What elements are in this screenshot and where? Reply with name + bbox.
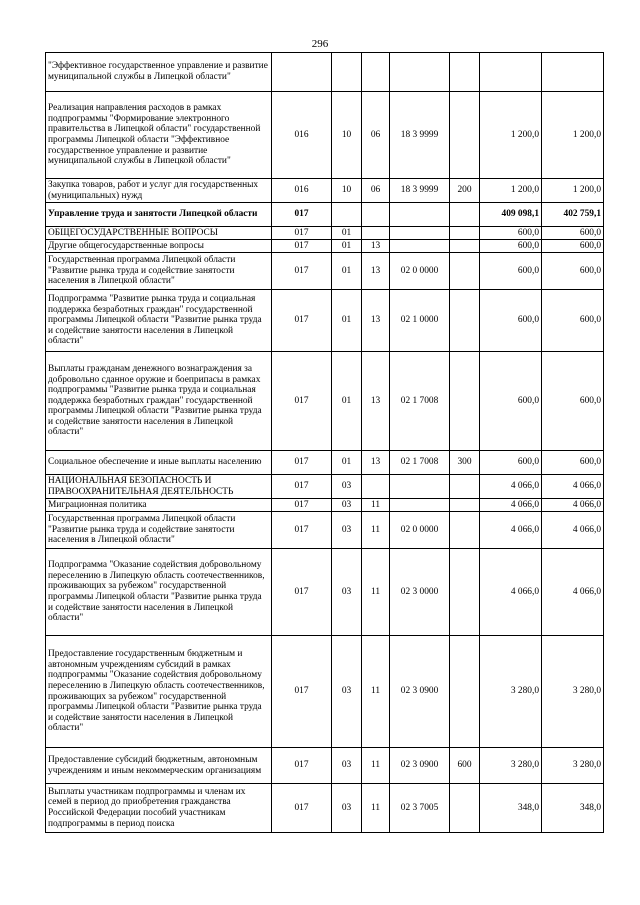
cell-section: 01	[332, 253, 362, 290]
cell-ved-code: 017	[272, 499, 332, 512]
cell-sum-1: 3 280,0	[480, 636, 542, 748]
cell-target-article	[390, 475, 450, 499]
cell-section: 01	[332, 352, 362, 451]
table-row	[46, 92, 604, 179]
cell-sum-2: 4 066,0	[542, 549, 604, 636]
cell-expense-type	[450, 784, 480, 833]
cell-subsection	[362, 203, 390, 227]
cell-subsection: 11	[362, 512, 390, 549]
cell-expense-type: 200	[450, 179, 480, 203]
cell-ved-code: 017	[272, 203, 332, 227]
table-row	[46, 352, 604, 451]
cell-sum-2: 600,0	[542, 253, 604, 290]
cell-section: 01	[332, 227, 362, 240]
cell-name: Выплаты участникам подпрограммы и членам их семей в период до приобретения гражданства Российской Федерации пособий участникам подпрограммы в период поиска	[46, 784, 272, 833]
cell-subsection: 11	[362, 549, 390, 636]
cell-name: Закупка товаров, работ и услуг для государственных (муниципальных) нужд	[46, 179, 272, 203]
cell-sum-1: 348,0	[480, 784, 542, 833]
cell-ved-code: 017	[272, 784, 332, 833]
table-row	[46, 53, 604, 92]
cell-sum-1: 4 066,0	[480, 512, 542, 549]
cell-sum-1: 600,0	[480, 451, 542, 475]
cell-expense-type	[450, 636, 480, 748]
cell-subsection: 13	[362, 240, 390, 253]
table-row	[46, 748, 604, 784]
cell-subsection: 06	[362, 179, 390, 203]
table-row	[46, 549, 604, 636]
cell-name: Другие общегосударственные вопросы	[46, 240, 272, 253]
cell-name: Социальное обеспечение и иные выплаты населению	[46, 451, 272, 475]
cell-sum-2: 600,0	[542, 352, 604, 451]
cell-subsection: 13	[362, 253, 390, 290]
table-row	[46, 499, 604, 512]
cell-sum-2: 600,0	[542, 227, 604, 240]
cell-name: ОБЩЕГОСУДАРСТВЕННЫЕ ВОПРОСЫ	[46, 227, 272, 240]
table-row	[46, 290, 604, 352]
cell-target-article	[390, 203, 450, 227]
table-row	[46, 179, 604, 203]
table-row	[46, 451, 604, 475]
cell-target-article: 02 0 0000	[390, 512, 450, 549]
page-number: 296	[311, 38, 329, 50]
cell-ved-code: 017	[272, 512, 332, 549]
cell-target-article	[390, 53, 450, 92]
cell-expense-type	[450, 352, 480, 451]
cell-section: 10	[332, 179, 362, 203]
cell-sum-2: 3 280,0	[542, 636, 604, 748]
cell-ved-code: 017	[272, 227, 332, 240]
cell-name: Выплаты гражданам денежного вознаграждения за добровольно сданное оружие и боеприпасы в рамках подпрограммы "Развитие рынка труда и социальная поддержка безработных граждан" государственной программы Липецкой области "Развитие рынка труда и содействие занятости населения в Липецкой области"	[46, 352, 272, 451]
cell-name: Предоставление государственным бюджетным и автономным учреждениям субсидий в рамках подпрограммы "Оказание содействия добровольному переселению в Липецкую область соотечественников, проживающих за рубежом" государственной программы Липецкой области "Развитие рынка труда и содействие занятости населения в Липецкой области"	[46, 636, 272, 748]
table-row	[46, 475, 604, 499]
cell-expense-type	[450, 549, 480, 636]
cell-sum-1	[480, 53, 542, 92]
cell-section: 03	[332, 499, 362, 512]
cell-name: Управление труда и занятости Липецкой области	[46, 203, 272, 227]
table-row	[46, 203, 604, 227]
cell-expense-type	[450, 240, 480, 253]
cell-ved-code: 017	[272, 748, 332, 784]
cell-name: Миграционная политика	[46, 499, 272, 512]
cell-subsection: 11	[362, 636, 390, 748]
cell-target-article: 02 0 0000	[390, 253, 450, 290]
cell-target-article: 18 3 9999	[390, 92, 450, 179]
cell-sum-2: 1 200,0	[542, 179, 604, 203]
cell-expense-type	[450, 512, 480, 549]
cell-ved-code: 017	[272, 549, 332, 636]
cell-section: 03	[332, 512, 362, 549]
cell-expense-type: 300	[450, 451, 480, 475]
cell-subsection: 11	[362, 784, 390, 833]
cell-sum-1: 4 066,0	[480, 475, 542, 499]
cell-sum-1: 3 280,0	[480, 748, 542, 784]
cell-expense-type	[450, 203, 480, 227]
cell-section: 10	[332, 92, 362, 179]
cell-subsection: 13	[362, 451, 390, 475]
cell-expense-type: 600	[450, 748, 480, 784]
budget-table	[45, 52, 604, 833]
cell-expense-type	[450, 227, 480, 240]
cell-sum-2: 4 066,0	[542, 475, 604, 499]
cell-section: 03	[332, 784, 362, 833]
cell-expense-type	[450, 253, 480, 290]
cell-sum-1: 600,0	[480, 352, 542, 451]
cell-name: Подпрограмма "Развитие рынка труда и социальная поддержка безработных граждан" государственной программы Липецкой области "Развитие рынка труда и содействие занятости населения в Липецкой области"	[46, 290, 272, 352]
cell-section: 01	[332, 290, 362, 352]
cell-subsection	[362, 475, 390, 499]
cell-sum-1: 600,0	[480, 290, 542, 352]
cell-section: 03	[332, 748, 362, 784]
table-row	[46, 253, 604, 290]
cell-name: Предоставление субсидий бюджетным, автономным учреждениям и иным некоммерческим организациям	[46, 748, 272, 784]
cell-target-article: 02 3 0000	[390, 549, 450, 636]
cell-section: 03	[332, 549, 362, 636]
cell-name: "Эффективное государственное управление и развитие муниципальной службы в Липецкой области"	[46, 53, 272, 92]
cell-ved-code: 017	[272, 352, 332, 451]
cell-expense-type	[450, 499, 480, 512]
cell-subsection	[362, 227, 390, 240]
cell-sum-2: 1 200,0	[542, 92, 604, 179]
cell-name: Государственная программа Липецкой области "Развитие рынка труда и содействие занятости населения в Липецкой области"	[46, 253, 272, 290]
cell-sum-2: 600,0	[542, 290, 604, 352]
cell-target-article: 02 1 7008	[390, 451, 450, 475]
cell-expense-type	[450, 290, 480, 352]
cell-name: Реализация направления расходов в рамках подпрограммы "Формирование электронного правительства в Липецкой области" государственной программы Липецкой области "Эффективное государственное управление и развитие муниципальной службы в Липецкой области"	[46, 92, 272, 179]
cell-target-article	[390, 499, 450, 512]
cell-sum-2: 600,0	[542, 240, 604, 253]
cell-sum-1: 600,0	[480, 227, 542, 240]
table-row	[46, 227, 604, 240]
cell-expense-type	[450, 53, 480, 92]
table-body	[46, 53, 604, 833]
cell-name: Государственная программа Липецкой области "Развитие рынка труда и содействие занятости населения в Липецкой области"	[46, 512, 272, 549]
cell-ved-code: 017	[272, 253, 332, 290]
cell-name: НАЦИОНАЛЬНАЯ БЕЗОПАСНОСТЬ И ПРАВООХРАНИТЕЛЬНАЯ ДЕЯТЕЛЬНОСТЬ	[46, 475, 272, 499]
cell-expense-type	[450, 475, 480, 499]
cell-subsection: 06	[362, 92, 390, 179]
cell-target-article: 02 1 0000	[390, 290, 450, 352]
cell-section: 01	[332, 240, 362, 253]
cell-sum-2: 600,0	[542, 451, 604, 475]
cell-sum-1: 4 066,0	[480, 549, 542, 636]
cell-ved-code: 017	[272, 451, 332, 475]
cell-subsection: 11	[362, 499, 390, 512]
cell-expense-type	[450, 92, 480, 179]
cell-subsection: 13	[362, 352, 390, 451]
cell-ved-code: 017	[272, 240, 332, 253]
cell-subsection: 13	[362, 290, 390, 352]
cell-sum-1: 600,0	[480, 253, 542, 290]
cell-sum-1: 409 098,1	[480, 203, 542, 227]
table-row	[46, 512, 604, 549]
cell-ved-code	[272, 53, 332, 92]
cell-section: 01	[332, 451, 362, 475]
cell-sum-1: 4 066,0	[480, 499, 542, 512]
cell-section	[332, 53, 362, 92]
cell-name: Подпрограмма "Оказание содействия добровольному переселению в Липецкую область соотечественников, проживающих за рубежом" государственной программы Липецкой области "Развитие рынка труда и содействие занятости населения в Липецкой области"	[46, 549, 272, 636]
cell-ved-code: 016	[272, 179, 332, 203]
cell-sum-1: 600,0	[480, 240, 542, 253]
cell-sum-1: 1 200,0	[480, 179, 542, 203]
cell-target-article: 02 1 7008	[390, 352, 450, 451]
cell-target-article: 02 3 0900	[390, 636, 450, 748]
cell-section: 03	[332, 636, 362, 748]
cell-target-article	[390, 227, 450, 240]
cell-ved-code: 017	[272, 636, 332, 748]
cell-section: 03	[332, 475, 362, 499]
cell-section	[332, 203, 362, 227]
cell-target-article	[390, 240, 450, 253]
table-row	[46, 240, 604, 253]
cell-ved-code: 016	[272, 92, 332, 179]
cell-sum-2	[542, 53, 604, 92]
cell-target-article: 02 3 7005	[390, 784, 450, 833]
cell-sum-2: 4 066,0	[542, 512, 604, 549]
cell-sum-2: 402 759,1	[542, 203, 604, 227]
cell-subsection: 11	[362, 748, 390, 784]
cell-sum-1: 1 200,0	[480, 92, 542, 179]
table-row	[46, 784, 604, 833]
table-row	[46, 636, 604, 748]
cell-subsection	[362, 53, 390, 92]
cell-target-article: 18 3 9999	[390, 179, 450, 203]
cell-ved-code: 017	[272, 290, 332, 352]
cell-sum-2: 3 280,0	[542, 748, 604, 784]
cell-sum-2: 348,0	[542, 784, 604, 833]
cell-target-article: 02 3 0900	[390, 748, 450, 784]
cell-ved-code: 017	[272, 475, 332, 499]
cell-sum-2: 4 066,0	[542, 499, 604, 512]
